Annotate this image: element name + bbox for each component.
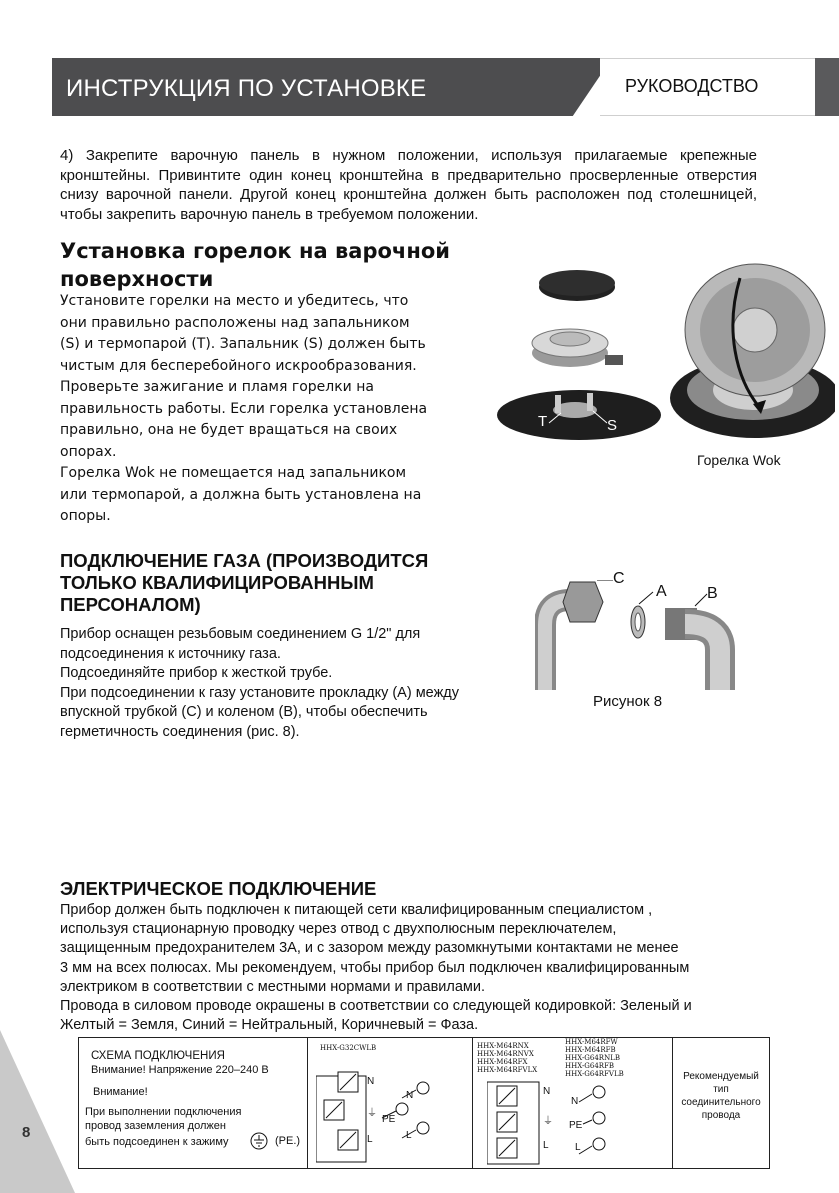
earth-note-line: провод заземления должен [85, 1120, 226, 1132]
ground-symbol-icon [250, 1132, 268, 1150]
page-corner-decoration [0, 1030, 75, 1193]
gas-line: герметичность соединения (рис. 8). [60, 723, 300, 740]
electric-line: 3 мм на всех полюсах. Мы рекомендуем, чтобы прибор был подключен квалифицированным [60, 959, 690, 976]
recommended-cable-cell [673, 1038, 769, 1168]
wire-l: L [406, 1130, 412, 1141]
page-number: 8 [22, 1124, 31, 1141]
gas-title [60, 550, 428, 616]
model-label: HHX-G64RFVLB [565, 1070, 624, 1078]
burners-line: чистым для бесперебойного искрообразования. [60, 357, 417, 374]
model-label: HHX-G32CWLB [320, 1044, 377, 1052]
electric-line: Прибор должен быть подключен к питающей сети квалифицированным специалистом , [60, 902, 653, 918]
model-list-b [477, 1042, 537, 1074]
gas-title-line: ПЕРСОНАЛОМ) [60, 594, 201, 615]
recommended-line: Рекомендуемый [683, 1071, 759, 1082]
burners-line: они правильно расположены над запальником [60, 314, 410, 331]
gas-line: Прибор оснащен резьбовым соединением G 1/2" для [60, 626, 421, 642]
earth-note-line: быть подсоединен к зажиму [85, 1136, 229, 1148]
earth-note-line: При выполнении подключения [85, 1106, 242, 1118]
electric-line: электриком в соответствии с местными нормами и правилами. [60, 978, 486, 995]
recommended-line: провода [701, 1110, 741, 1121]
gas-body [60, 625, 515, 742]
wire-pe: PE [569, 1120, 583, 1131]
model-list-c [565, 1038, 624, 1078]
burners-line: правильность работы. Если горелка установлена [60, 400, 428, 417]
recommended-line: соединительного [681, 1097, 761, 1108]
wiring-diagram-multi [473, 1038, 673, 1168]
burners-line: опорах. [60, 443, 117, 460]
header-tab-label: РУКОВОДСТВО [625, 76, 759, 96]
wire-pe: PE [382, 1114, 396, 1125]
model-label: HHX-M64RFB [565, 1046, 616, 1054]
wire-l: L [575, 1142, 581, 1153]
label-b: B [707, 585, 718, 602]
burners-body [60, 291, 480, 528]
model-label: HHX-G64RNLB [565, 1054, 620, 1062]
model-label: HHX-G64RFB [565, 1062, 615, 1070]
terminal-n: N [367, 1076, 375, 1087]
wire-n: N [571, 1096, 579, 1107]
model-label: HHX-M64RFW [565, 1038, 618, 1046]
terminal-l: L [367, 1134, 373, 1145]
burners-line: Установите горелки на место и убедитесь, что [60, 293, 409, 309]
burner-assembly-illustration [495, 265, 670, 440]
burners-title-line1: Установка горелок на варочной [60, 239, 450, 263]
step-4-paragraph: 4) Закрепите варочную панель в нужном положении, используя прилагаемые крепежные кронштейны. Привинтите один конец кронштейна в предварительно просверленные отверстия снизу варочной панели. Другой конец кронштейна должен быть расположен под столешницей, чтобы закрепить варочную панель в требуемом положении. [60, 147, 757, 223]
terminal-l: L [543, 1140, 549, 1151]
label-a: A [656, 583, 667, 600]
electric-body [60, 901, 775, 1035]
burners-line: (S) и термопарой (T). Запальник (S) должен быть [60, 336, 426, 352]
gas-title-line: ПОДКЛЮЧЕНИЕ ГАЗА (ПРОИЗВОДИТСЯ [60, 550, 429, 571]
figure-8-caption: Рисунок 8 [593, 693, 663, 710]
burners-line: правильно, она не будет вращаться на своих [60, 422, 398, 438]
wiring-notes-cell [79, 1038, 308, 1168]
model-label: HHX-M64RNX [477, 1042, 529, 1050]
voltage-warning: Внимание! Напряжение 220–240 В [91, 1064, 269, 1076]
scheme-title: СХЕМА ПОДКЛЮЧЕНИЯ [91, 1050, 225, 1062]
electric-line: Провода в силовом проводе окрашены в соответствии со следующей кодировкой: Зеленый и [60, 998, 692, 1015]
model-label: HHX-M64RFX [477, 1058, 528, 1066]
electric-line: используя стационарную проводку через отвод с двухполюсным переключателем, [60, 921, 617, 938]
model-label: HHX-M64RNVX [477, 1050, 534, 1058]
gas-title-line: ТОЛЬКО КВАЛИФИЦИРОВАННЫМ [60, 572, 374, 593]
wiring-table [78, 1037, 770, 1169]
wiring-diagram-single [308, 1038, 473, 1168]
terminal-pe-symbol: ⏚ [367, 1108, 377, 1119]
burners-line: Горелка Wok не помещается над запальником [60, 465, 407, 481]
header-side-block [815, 58, 839, 116]
terminal-n: N [543, 1086, 551, 1097]
label-c: C [613, 570, 625, 587]
gas-line: подсоединения к источнику газа. [60, 645, 281, 662]
electric-line: защищенным предохранителем 3А, и с зазором между разомкнутыми контактами не менее [60, 940, 679, 957]
electric-title: ЭЛЕКТРИЧЕСКОЕ ПОДКЛЮЧЕНИЕ [60, 878, 377, 899]
label-s: S [607, 417, 618, 434]
recommended-cable-text [677, 1070, 765, 1122]
model-label: HHX-M64RFVLX [477, 1066, 538, 1074]
gas-line: При подсоединении к газу установите прокладку (А) между [60, 684, 459, 701]
burners-title-line2: поверхности [60, 267, 214, 291]
pe-suffix: (PE.) [275, 1135, 301, 1147]
burners-line: опоры. [60, 508, 111, 524]
wire-n: N [406, 1090, 414, 1101]
gas-line: впускной трубкой (С) и коленом (В), чтобы обеспечить [60, 704, 428, 720]
wok-caption: Горелка Wok [697, 452, 781, 468]
burners-line: или термопарой, а должна быть установлена на [60, 486, 422, 503]
attention-label: Внимание! [93, 1086, 148, 1098]
electric-line: Желтый = Земля, Синий = Нейтральный, Коричневый = Фаза. [60, 1017, 479, 1034]
terminal-pe-symbol: ⏚ [543, 1116, 553, 1127]
wok-burner-illustration [665, 258, 835, 458]
page-title: ИНСТРУКЦИЯ ПО УСТАНОВКЕ [66, 75, 427, 102]
gas-line: Подсоединяйте прибор к жесткой трубе. [60, 665, 333, 681]
recommended-line: тип [713, 1084, 729, 1095]
burners-line: Проверьте зажигание и пламя горелки на [60, 379, 374, 395]
label-t: T [538, 413, 548, 430]
